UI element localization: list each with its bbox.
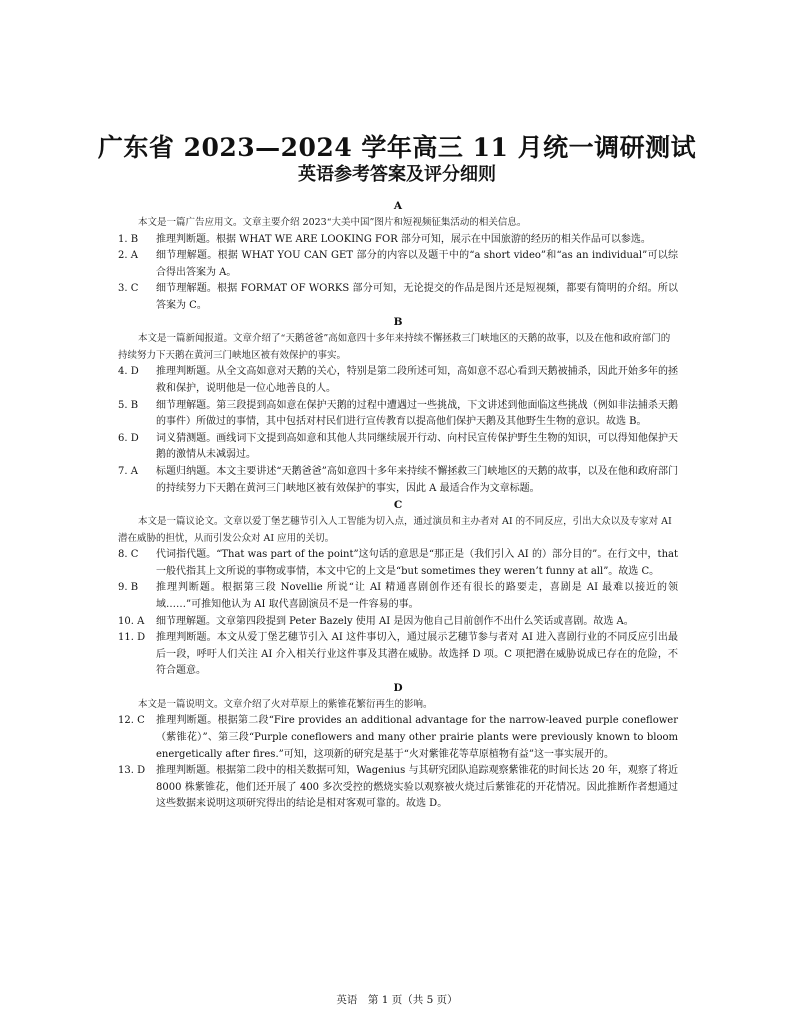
section-intro: 本文是一篇广告应用文。文章主要介绍 2023“大美中国”图片和短视频征集活动的相关信息。 [138, 217, 527, 228]
section-b [118, 314, 678, 497]
answer-item [118, 547, 678, 580]
answer-explanation: 推理判断题。根据第三段 Novellie 所说“让 AI 精通喜剧创作还有很长的路要走，喜剧是 AI 最难以接近的领域……”可推知他认为 AI 取代喜剧演员不是一件容易的事。 [156, 582, 678, 610]
answer-item [118, 630, 678, 680]
answer-explanation: 词义猜测题。画线词下文提到高如意和其他人共同继续展开行动、向村民宣传保护野生生物的知识，可以得知他保护天鹅的激情从未减弱过。 [156, 432, 678, 461]
answer-item [118, 232, 678, 249]
answer-explanation: 细节理解题。文章第四段提到 Peter Bazely 使用 AI 是因为他自己目前创作不出什么笑话或喜剧。故选 A。 [156, 615, 634, 627]
answer-number: 5. B [118, 399, 139, 411]
answer-explanation: 标题归纳题。本文主要讲述“天鹅爸爸”高如意四十多年来持续不懈拯救三门峡地区的天鹅的故事，以及在他和政府部门的持续努力下天鹅在黄河三门峡地区被有效保护的事实，因此 A 最适合作为文章标题。 [156, 466, 678, 494]
section-intro: 本文是一篇说明文。文章介绍了火对草原上的紫锥花繁衍再生的影响。 [138, 698, 433, 710]
page-subtitle: 英语参考答案及评分细则 [298, 164, 496, 185]
section-intro: 本文是一篇议论文。文章以爱丁堡艺穗节引入人工智能为切入点，通过演员和主办者对 AI 的不同反应，引出大众以及专家对 AI 潜在威胁的担忧，从而引发公众对 AI 应用的关切。 [118, 516, 672, 544]
answer-explanation: 代词指代题。“That was part of the point”这句话的意思是“那正是（我们引入 AI 的）部分目的”。在行文中，that 一般代指其上文所说的事物或事情，本文中它的上文是“but sometimes they weren’t funny at all”。故选 C。 [156, 549, 678, 577]
answer-item [118, 431, 678, 464]
answer-number: 9. B [118, 582, 139, 594]
answer-explanation: 推理判断题。根据 WHAT WE ARE LOOKING FOR 部分可知，展示在中国旅游的经历的相关作品可以参选。 [156, 233, 651, 245]
answer-number: 1. B [118, 233, 139, 245]
answer-explanation: 推理判断题。根据第二段中的相关数据可知，Wagenius 与其研究团队追踪观察紫锥花的时间长达 20 年，观察了将近 8000 株紫锥花，他们还开展了 400 多次受控的燃烧实验以观察被火烧过后紫锥花的开花情况。因此推断作者想通过这些数据来说明这项研究得出的结论是相对客观可靠的。故选 D。 [156, 765, 678, 810]
section-intro: 本文是一篇新闻报道。文章介绍了“天鹅爸爸”高如意四十多年来持续不懈拯救三门峡地区的天鹅的故事，以及在他和政府部门的持续努力下天鹅在黄河三门峡地区被有效保护的事实。 [118, 333, 671, 361]
answer-item [118, 281, 678, 314]
section-d [118, 680, 678, 813]
answer-content [118, 198, 678, 813]
answer-item [118, 713, 678, 763]
section-label: D [393, 681, 403, 694]
section-a [118, 198, 678, 314]
answer-number: 13. D [118, 765, 146, 777]
answer-explanation: 细节理解题。根据 FORMAT OF WORKS 部分可知，无论提交的作品是图片还是短视频，都要有简明的介绍。所以答案为 C。 [156, 283, 678, 311]
answer-number: 12. C [118, 715, 145, 727]
answer-number: 6. D [118, 432, 139, 444]
answer-item [118, 580, 678, 613]
answer-item [118, 614, 678, 631]
answer-explanation: 推理判断题。从全文高如意对天鹅的关心，特别是第二段所述可知，高如意不忍心看到天鹅被捕杀，因此开始多年的拯救和保护，说明他是一位心地善良的人。 [156, 366, 678, 395]
answer-number: 11. D [118, 632, 146, 644]
section-c [118, 497, 678, 680]
answer-item [118, 763, 678, 813]
answer-explanation: 推理判断题。本文从爱丁堡艺穗节引入 AI 这件事切入，通过展示艺穗节参与者对 AI 进入喜剧行业的不同反应引出最后一段，呼吁人们关注 AI 介入相关行业这件事及其潜在威胁。故选择 D 项。C 项把潜在威胁说成已存在的危险，不符合题意。 [156, 632, 678, 677]
answer-explanation: 推理判断题。根据第二段“Fire provides an additional advantage for the narrow-leaved purple coneflower（紫锥花）”、第三段“Purple coneflowers and many other prairie plants were previously known to bloom energetically after fires.”可知，这项新的研究是基于“火对紫锥花等草原植物有益”这一事实展开的。 [156, 715, 678, 760]
answer-number: 10. A [118, 615, 145, 627]
answer-explanation: 细节理解题。第三段提到高如意在保护天鹅的过程中遭遇过一些挑战，下文讲述到他面临这些挑战（例如非法捕杀天鹅的事件）所做过的事情，其中包括对村民们进行宣传教育以提高他们保护天鹅及其他野生生物的意识。故选 B。 [156, 399, 678, 428]
answer-number: 8. C [118, 549, 139, 561]
answer-item [118, 398, 678, 431]
section-label: B [393, 316, 403, 329]
answer-item [118, 248, 678, 281]
answer-explanation: 细节理解题。根据 WHAT YOU CAN GET 部分的内容以及题干中的“a short video”和“as an individual”可以综合得出答案为 A。 [156, 250, 678, 278]
answer-number: 4. D [118, 366, 139, 378]
answer-item [118, 364, 678, 397]
page-title: 广东省 2023—2024 学年高三 11 月统一调研测试 [97, 133, 697, 162]
answer-number: 3. C [118, 283, 139, 295]
page-footer: 英语 第 1 页（共 5 页） [336, 994, 458, 1006]
section-label: A [393, 200, 403, 212]
answer-number: 7. A [118, 466, 138, 478]
section-label: C [393, 499, 403, 512]
answer-number: 2. A [118, 250, 138, 262]
answer-item [118, 464, 678, 497]
